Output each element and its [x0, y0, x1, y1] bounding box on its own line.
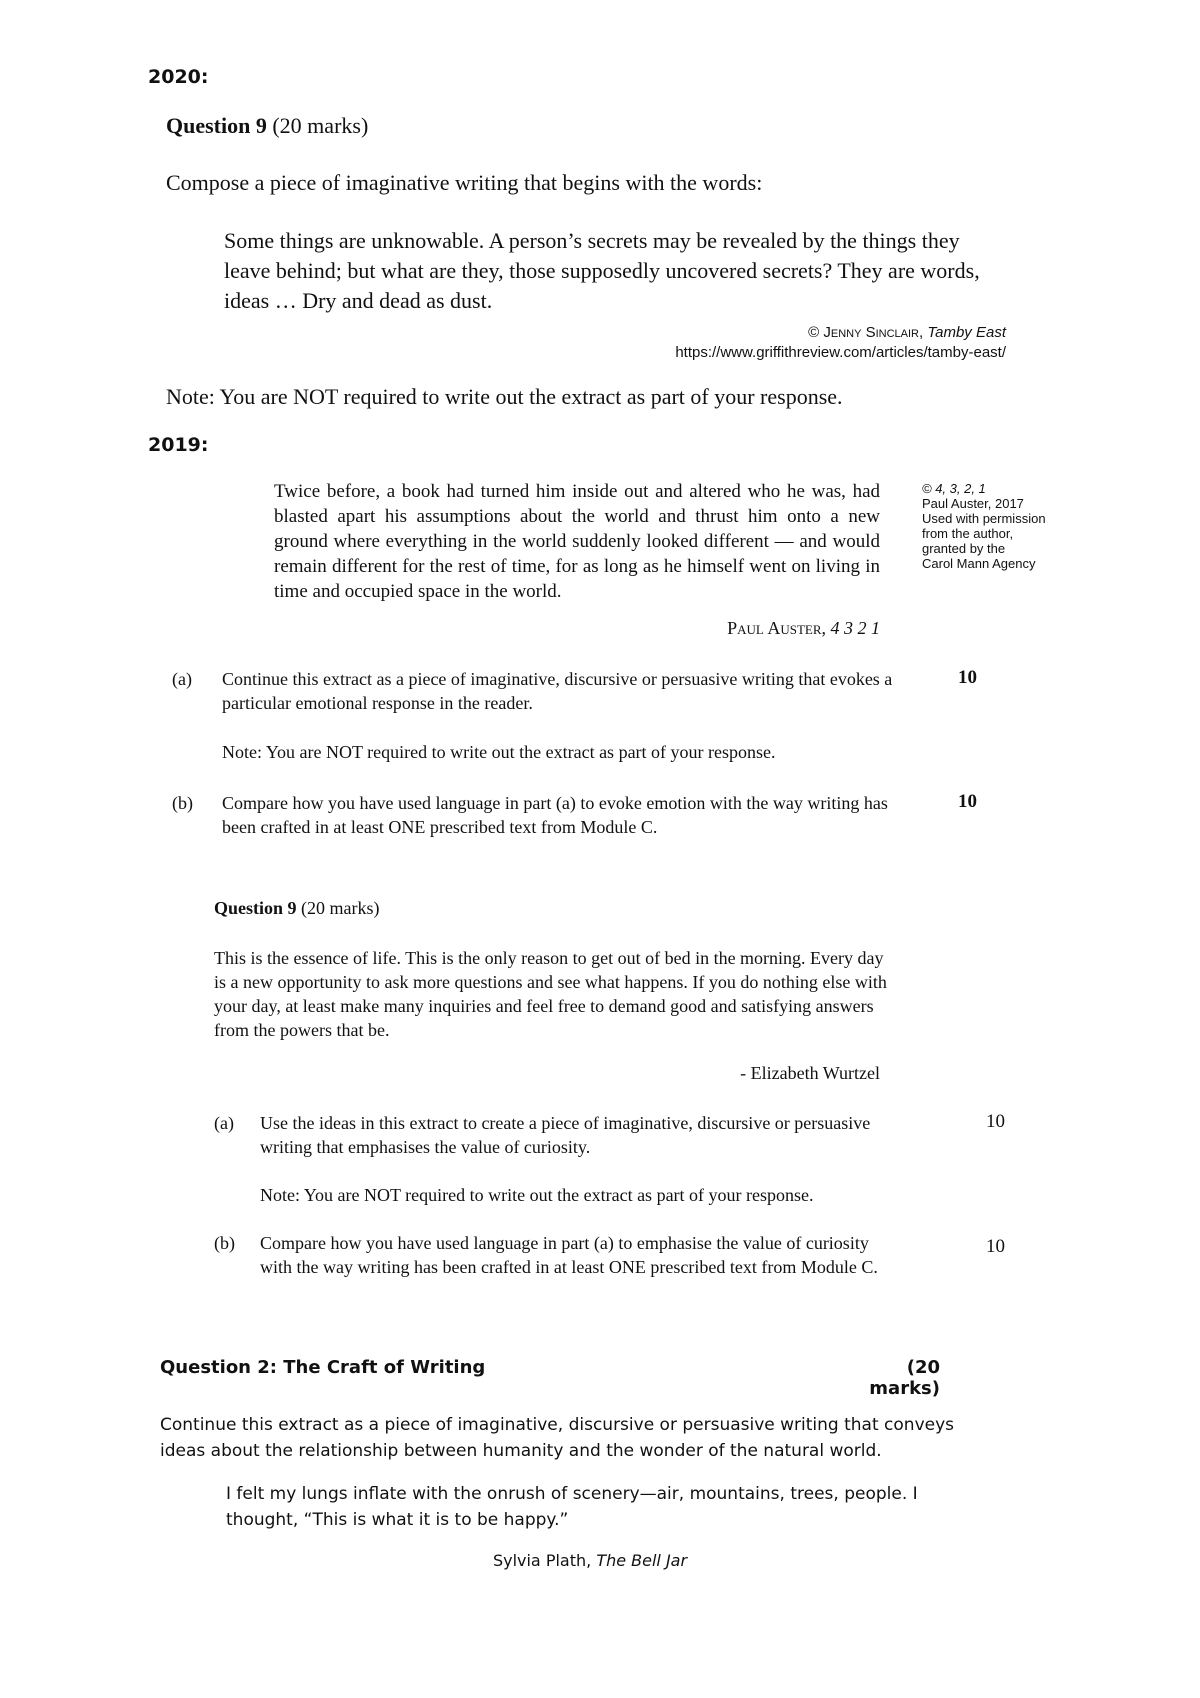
attribution-craft [440, 1551, 740, 1570]
side-credit-2019 [922, 481, 1072, 571]
question-title: Question 9 [214, 898, 297, 918]
side-credit-line: from the author, [922, 526, 1014, 541]
credit-url: https://www.griffithreview.com/articles/tamby-east/ [675, 344, 1006, 361]
attribution-author: Paul Auster, [727, 618, 826, 638]
part-a-label-wurtzel: (a) [214, 1113, 234, 1133]
part-b-marks-2019: 10 [958, 791, 977, 812]
part-b-text-wurtzel: Compare how you have used language in part (a) to emphasise the value of curiosity with the way writing has been crafted in at least ONE prescribed text from Module C. [260, 1233, 878, 1277]
attribution-title: 4 3 2 1 [830, 618, 880, 638]
extract-wurtzel: This is the essence of life. This is the only reason to get out of bed in the morning. Every day is a new opportunity to ask more questions and see what happens. If you do nothing else with your day, at least make many inquiries and feel free to demand good and satisfying answers from the powers that be. [214, 948, 887, 1040]
question-title: Question 9 [166, 113, 267, 138]
part-b-label-wurtzel: (b) [214, 1233, 235, 1253]
part-a-text-wurtzel: Use the ideas in this extract to create a piece of imaginative, discursive or persuasive writing that emphasises the value of curiosity. [260, 1113, 871, 1157]
note-2020: Note: You are NOT required to write out the extract as part of your response. [166, 384, 843, 409]
question-heading-wurtzel [214, 898, 380, 919]
extract-2019: Twice before, a book had turned him inside out and altered who he was, had blasted apart his assumptions about the world and thrust him onto a new ground where everything in the world suddenly looked different — and would remain different for the rest of time, for as long as he himself went on living in time and occupied space in the world. [274, 481, 880, 602]
side-credit-line: granted by the [922, 541, 1006, 556]
part-a-marks-2019: 10 [958, 667, 977, 688]
year-2020-heading: 2020: [148, 66, 209, 88]
copyright-symbol: © [808, 324, 820, 341]
credit-title: Tamby East [927, 324, 1006, 341]
question-subtitle: : The Craft of Writing [269, 1357, 486, 1378]
credit-author: Jenny Sinclair, [823, 324, 924, 341]
attribution-wurtzel: - Elizabeth Wurtzel [740, 1063, 880, 1083]
note-wurtzel: Note: You are NOT required to write out the extract as part of your response. [260, 1185, 814, 1205]
part-a-text-2019: Continue this extract as a piece of imaginative, discursive or persuasive writing that evokes a particular emotional response in the reader. [222, 669, 893, 713]
part-b-marks-wurtzel: 10 [986, 1236, 1005, 1257]
side-credit-line: © 4, 3, 2, 1 [922, 481, 986, 496]
part-a-marks-wurtzel: 10 [986, 1111, 1005, 1132]
side-credit-line: Carol Mann Agency [922, 556, 1036, 571]
question-marks: (20 marks) [301, 898, 380, 918]
year-2019-heading: 2019: [148, 434, 209, 456]
extract-2020: Some things are unknowable. A person’s secrets may be revealed by the things they leave behind; but what are they, those supposedly uncovered secrets? They are words, ideas … Dry and dead as dust. [224, 228, 980, 313]
attribution-author: Sylvia Plath, [492, 1551, 592, 1570]
question-heading-craft [160, 1357, 485, 1378]
extract-craft: I felt my lungs inflate with the onrush of scenery—air, mountains, trees, people. I thought, “This is what it is to be happy.” [226, 1484, 918, 1530]
instruction-2020: Compose a piece of imaginative writing that begins with the words: [166, 170, 763, 195]
question-marks: (20 marks) [272, 113, 369, 138]
credit-2020 [560, 323, 1006, 363]
question-marks-craft: (20 marks) [869, 1357, 940, 1399]
side-credit-line: Paul Auster, 2017 [922, 496, 1024, 511]
question-title: Question 2 [160, 1357, 270, 1378]
side-credit-line: Used with permission [922, 511, 1046, 526]
part-b-text-2019: Compare how you have used language in part (a) to evoke emotion with the way writing has been crafted in at least ONE prescribed text from Module C. [222, 793, 888, 837]
instruction-craft: Continue this extract as a piece of imaginative, discursive or persuasive writing that conveys ideas about the relationship between humanity and the wonder of the natural world. [160, 1415, 955, 1461]
part-a-label-2019: (a) [172, 669, 192, 689]
note-2019: Note: You are NOT required to write out the extract as part of your response. [222, 742, 776, 762]
attribution-2019 [580, 618, 880, 639]
part-b-label-2019: (b) [172, 793, 193, 813]
question-heading-2020 [166, 113, 368, 139]
attribution-title: The Bell Jar [596, 1551, 688, 1570]
